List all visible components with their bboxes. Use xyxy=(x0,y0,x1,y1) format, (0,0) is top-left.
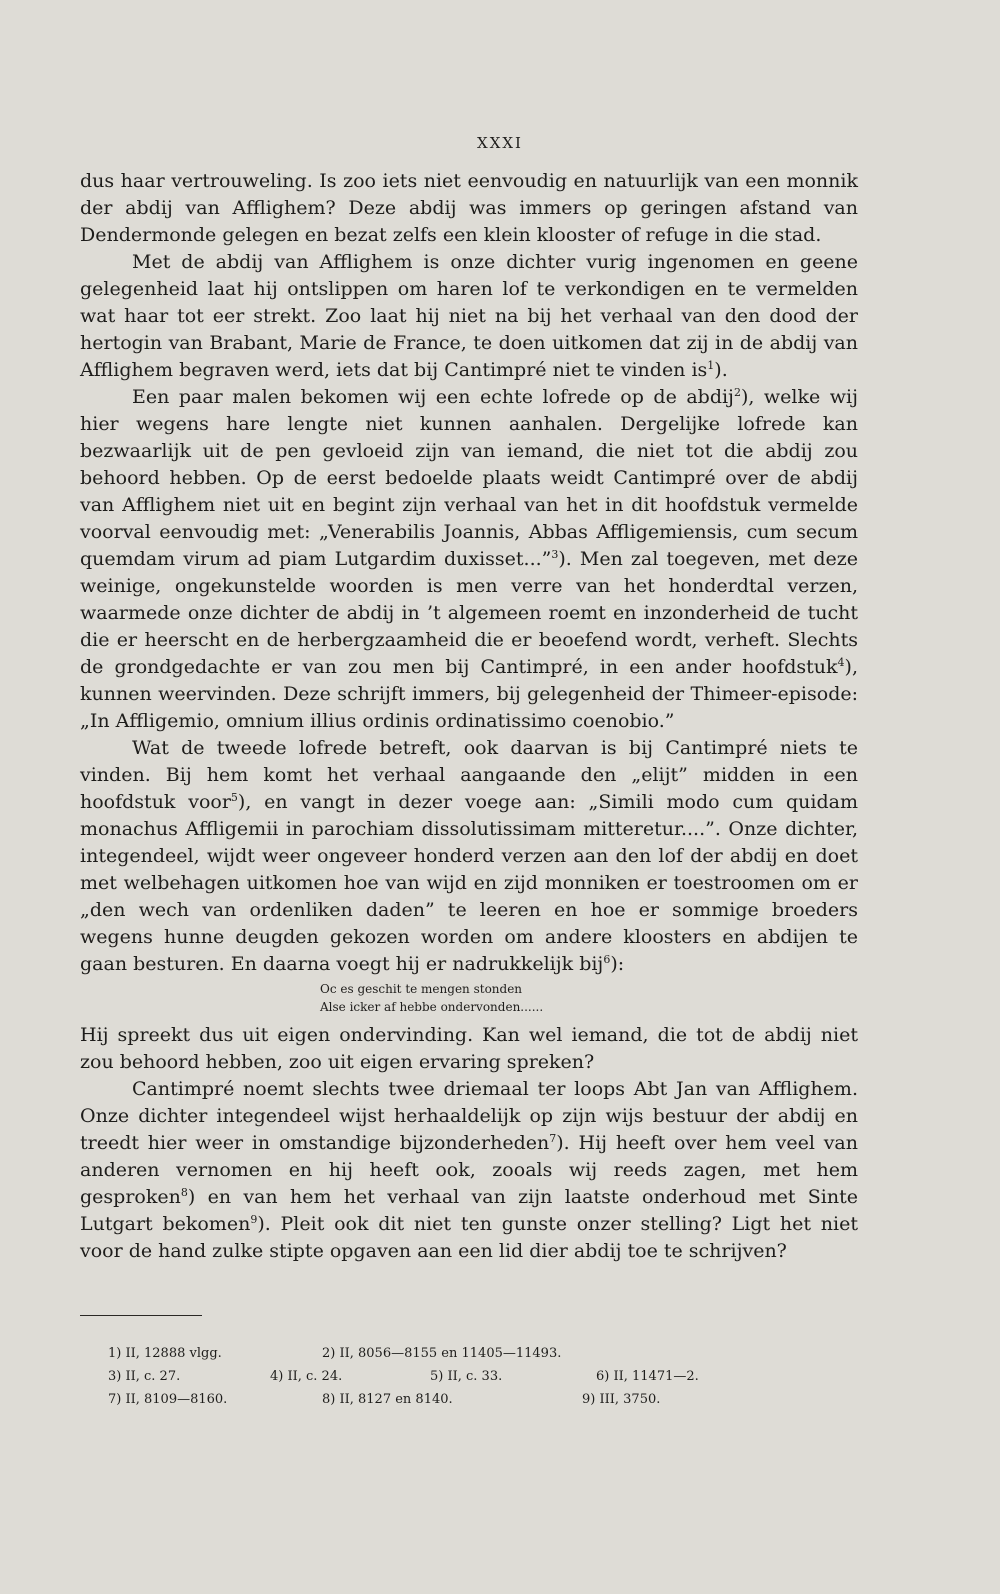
footnote-ref: 7 xyxy=(549,1132,557,1145)
paragraph-2 xyxy=(80,249,858,384)
footnote-ref: 9 xyxy=(250,1213,258,1226)
paragraph-text: Wat de tweede lofrede betreft, ook daarvan is bij Cantimpré niets te vinden. Bij hem komt het verhaal aangaande den „elijt” midden in een hoofdstuk voor xyxy=(80,737,858,813)
footnotes xyxy=(108,1342,748,1411)
footnote: 2) II, 8056—8155 en 11405—11493. xyxy=(322,1346,562,1361)
footnote: 9) III, 3750. xyxy=(582,1392,661,1407)
paragraph-1 xyxy=(80,168,858,249)
footnote: 4) II, c. 24. xyxy=(270,1369,343,1384)
paragraph-text: ) en van hem het verhaal van zijn laatste onderhoud met Sinte Lutgart bekomen xyxy=(80,1186,858,1235)
footnote-ref: 2 xyxy=(733,386,741,399)
footnote-ref: 3 xyxy=(551,548,559,561)
verse-line: Oc es geschit te mengen stonden xyxy=(320,982,523,996)
paragraph-text: Een paar malen bekomen wij een echte lofrede op de abdij xyxy=(132,386,734,408)
paragraph-text: ). Men zal toegeven, met deze weinige, ongekunstelde woorden is men verre van het honderdtal verzen, waarmede onze dichter de abdij in ’t algemeen roemt en inzonderheid de tucht die er heerscht en de herbergzaamheid die er beoefend wordt, verheft. Slechts de grondgedachte er van zou men bij Cantimpré, in een ander hoofdstuk xyxy=(80,548,858,678)
footnote-row xyxy=(108,1365,748,1388)
footnote-ref: 4 xyxy=(837,656,845,669)
paragraph-5 xyxy=(80,1022,858,1076)
footnote: 1) II, 12888 vlgg. xyxy=(108,1346,222,1361)
paragraph-text: Cantimpré noemt slechts twee driemaal ter loops Abt Jan van Afflighem. Onze dichter integendeel wijst herhaaldelijk op zijn wijs bestuur der abdij en treedt hier weer in omstandige bijzonderheden xyxy=(80,1078,858,1154)
footnote: 8) II, 8127 en 8140. xyxy=(322,1392,453,1407)
page-number: XXXI xyxy=(477,134,523,152)
footnote-ref: 5 xyxy=(230,791,238,804)
verse-quote xyxy=(80,980,858,1016)
paragraph-text: ), welke wij hier wegens hare lengte niet kunnen aanhalen. Dergelijke lofrede kan bezwaarlijk uit de pen gevloeid zijn van iemand, die niet tot die abdij zou behoord hebben. Op de eerst bedoelde plaats weidt Cantimpré over de abdij van Afflighem niet uit en begint zijn verhaal van het in dit hoofdstuk vermelde voorval eenvoudig met: „Venerabilis Joannis, Abbas Affligemiensis, cum secum quemdam virum ad piam Lutgardim duxisset...” xyxy=(80,386,858,570)
footnote-ref: 6 xyxy=(603,953,611,966)
footnote: 5) II, c. 33. xyxy=(430,1369,503,1384)
footnote-row xyxy=(108,1388,748,1411)
paragraph-text: ). Hij heeft over hem veel van anderen vernomen en hij heeft ook, zooals wij reeds zagen, met hem gesproken xyxy=(80,1132,858,1208)
footnote: 3) II, c. 27. xyxy=(108,1369,181,1384)
footnote-ref: 1 xyxy=(707,359,715,372)
footnote: 7) II, 8109—8160. xyxy=(108,1392,228,1407)
paragraph-text: ): xyxy=(610,953,625,975)
paragraph-text: Hij spreekt dus uit eigen ondervinding. Kan wel iemand, die tot de abdij niet zou behoord hebben, zoo uit eigen ervaring spreken? xyxy=(80,1024,858,1073)
footnote-ref: 8 xyxy=(180,1186,188,1199)
paragraph-text: ). xyxy=(714,359,728,381)
paragraph-3 xyxy=(80,384,858,735)
paragraph-text: ). Pleit ook dit niet ten gunste onzer stelling? Ligt het niet voor de hand zulke stipte opgaven aan een lid dier abdij toe te schrijven? xyxy=(80,1213,858,1262)
footnote: 6) II, 11471—2. xyxy=(596,1369,699,1384)
paragraph-text: ), en vangt in dezer voege aan: „Simili modo cum quidam monachus Affligemii in parochiam dissolutissimam mitteretur....”. Onze dichter, integendeel, wijdt weer ongeveer honderd verzen aan den lof der abdij en doet met welbehagen uitkomen hoe van wijd en zijd monniken er toestroomen om er „den wech van ordenliken daden” te leeren en hoe er sommige broeders wegens hunne deugden gekozen worden om andere kloosters en abdijen te gaan besturen. En daarna voegt hij er nadrukkelijk bij xyxy=(80,791,858,975)
body-text xyxy=(80,168,858,1265)
verse-line: Alse icker af hebbe ondervonden...... xyxy=(320,1000,544,1014)
paragraph-4 xyxy=(80,735,858,978)
paragraph-text: ), kunnen weervinden. Deze schrijft immers, bij gelegenheid der Thimeer-episode: „In Affligemio, omnium illius ordinis ordinatissimo coenobio.” xyxy=(80,656,858,732)
footnote-row xyxy=(108,1342,748,1365)
footnote-divider xyxy=(80,1315,202,1316)
paragraph-6 xyxy=(80,1076,858,1265)
paragraph-text: dus haar vertrouweling. Is zoo iets niet eenvoudig en natuurlijk van een monnik der abdij van Afflighem? Deze abdij was immers op geringen afstand van Dendermonde gelegen en bezat zelfs een klein klooster of refuge in die stad. xyxy=(80,170,858,246)
paragraph-text: Met de abdij van Afflighem is onze dichter vurig ingenomen en geene gelegenheid laat hij ontslippen om haren lof te verkondigen en te vermelden wat haar tot eer strekt. Zoo laat hij niet na bij het verhaal van den dood der hertogin van Brabant, Marie de France, te doen uitkomen dat zij in de abdij van Afflighem begraven werd, iets dat bij Cantimpré niet te vinden is xyxy=(80,251,858,381)
